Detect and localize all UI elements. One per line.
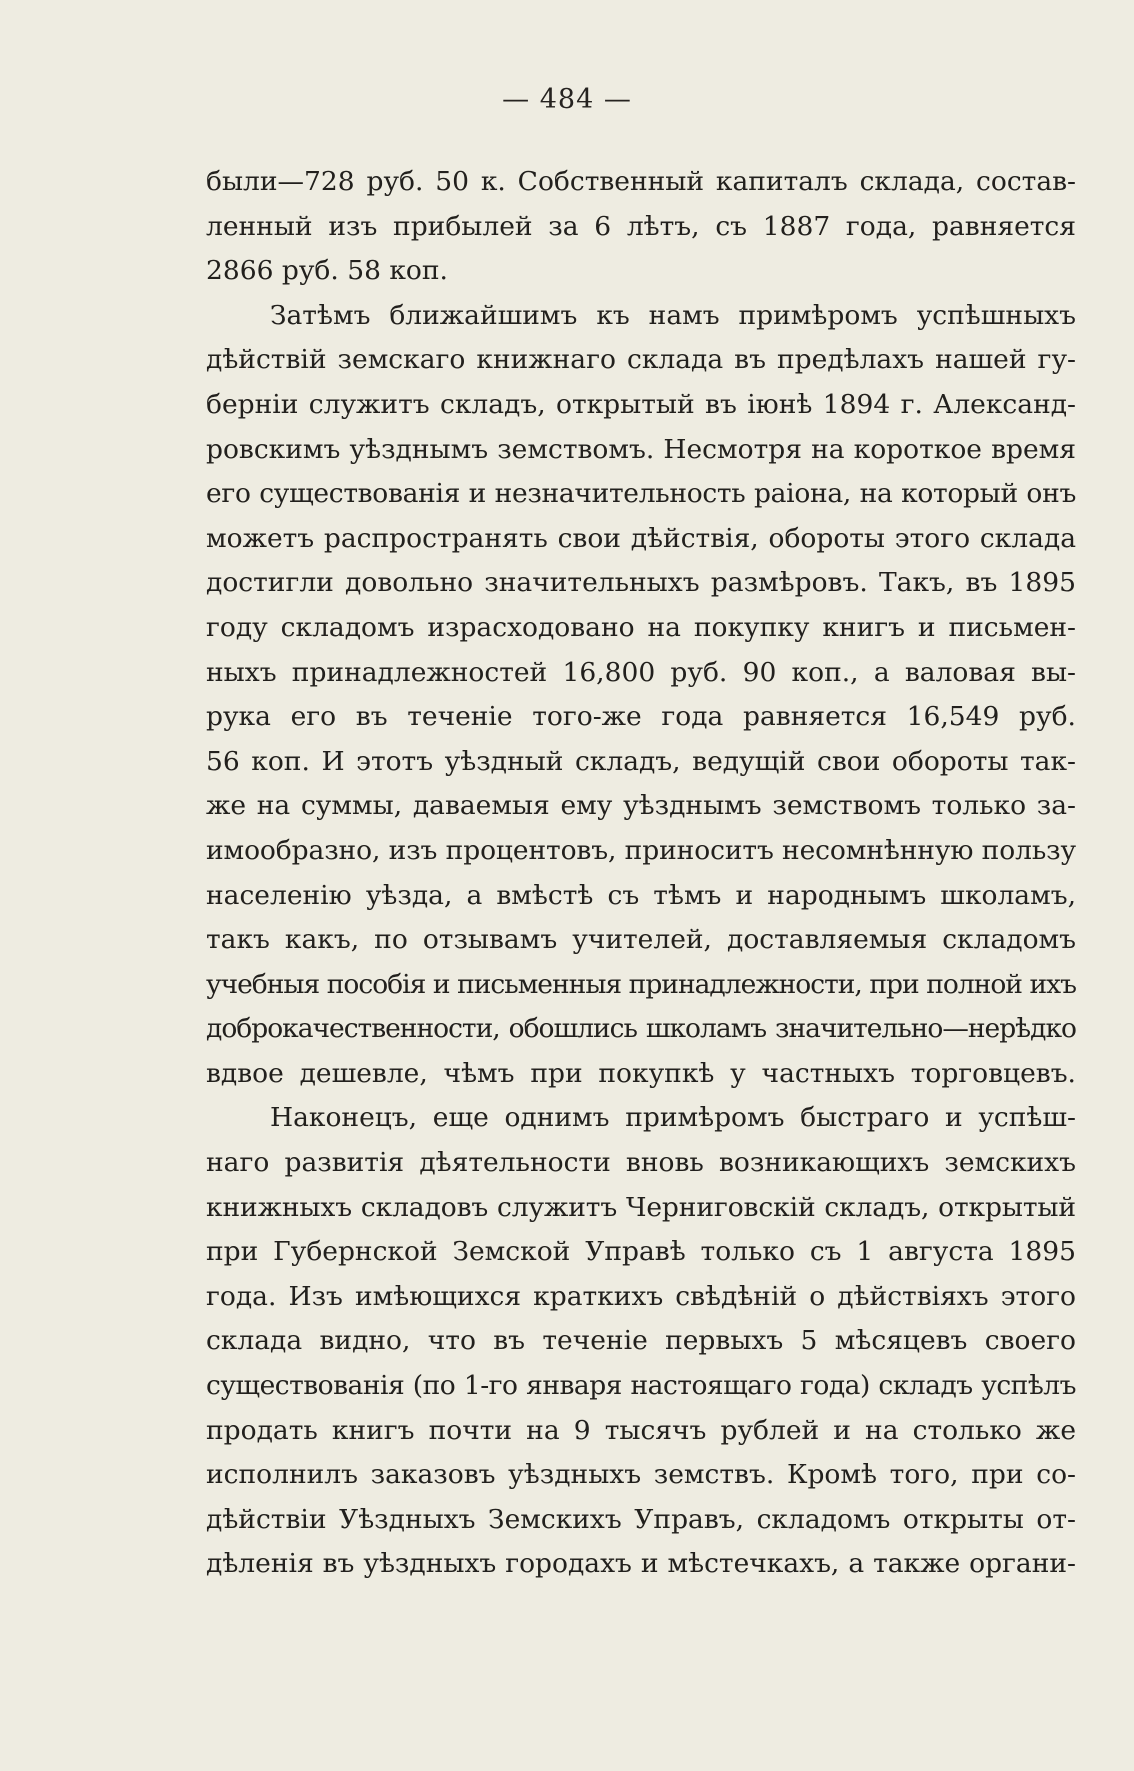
text-line: рука его въ теченіе того-же года равняется 16,549 руб. bbox=[206, 701, 1076, 733]
text-line: ленный изъ прибылей за 6 лѣтъ, съ 1887 года, равняется bbox=[206, 210, 1076, 242]
text-line: продать книгъ почти на 9 тысячъ рублей и на столько же bbox=[206, 1414, 1076, 1446]
text-line: дѣйствій земскаго книжнаго склада въ предѣлахъ нашей гу- bbox=[206, 344, 1076, 376]
text-line: исполнилъ заказовъ уѣздныхъ земствъ. Кромѣ того, при со- bbox=[206, 1459, 1076, 1491]
text-line: 56 коп. И этотъ уѣздный складъ, ведущій свои обороты так- bbox=[206, 745, 1076, 777]
text-line: можетъ распространять свои дѣйствія, обороты этого склада bbox=[206, 522, 1076, 554]
text-line: доброкачественности, обошлись школамъ значительно—нерѣдко bbox=[206, 1013, 1076, 1045]
text-line: при Губернской Земской Управѣ только съ 1 августа 1895 bbox=[206, 1236, 1076, 1268]
text-line: ныхъ принадлежностей 16,800 руб. 90 коп., а валовая вы- bbox=[206, 656, 1076, 688]
text-line: берніи служитъ складъ, открытый въ іюнѣ 1894 г. Александ- bbox=[206, 388, 1076, 420]
text-line: населенію уѣзда, а вмѣстѣ съ тѣмъ и народнымъ школамъ, bbox=[206, 879, 1076, 911]
text-line: такъ какъ, по отзывамъ учителей, доставляемыя складомъ bbox=[206, 924, 1076, 956]
text-line: года. Изъ имѣющихся краткихъ свѣдѣній о дѣйствіяхъ этого bbox=[206, 1280, 1076, 1312]
text-line: склада видно, что въ теченіе первыхъ 5 мѣсяцевъ своего bbox=[206, 1325, 1076, 1357]
text-line: Наконецъ, еще однимъ примѣромъ быстраго и успѣш- bbox=[270, 1102, 1076, 1134]
text-line: книжныхъ складовъ служитъ Черниговскій складъ, открытый bbox=[206, 1191, 1076, 1223]
text-line: вдвое дешевле, чѣмъ при покупкѣ у частныхъ торговцевъ. bbox=[206, 1057, 1076, 1089]
text-line: достигли довольно значительныхъ размѣровъ. Такъ, въ 1895 bbox=[206, 567, 1076, 599]
text-line: ровскимъ уѣзднымъ земствомъ. Несмотря на короткое время bbox=[206, 433, 1076, 465]
text-line: дѣленія въ уѣздныхъ городахъ и мѣстечкахъ, а также органи- bbox=[206, 1548, 1076, 1580]
page-number: — 484 — bbox=[502, 84, 632, 115]
text-line: его существованія и незначительность раіона, на который онъ bbox=[206, 478, 1076, 510]
text-line: году складомъ израсходовано на покупку книгъ и письмен- bbox=[206, 611, 1076, 643]
text-line: существованія (по 1-го января настоящаго года) складъ успѣлъ bbox=[206, 1370, 1076, 1402]
text-line: же на суммы, даваемыя ему уѣзднымъ земствомъ только за- bbox=[206, 790, 1076, 822]
text-line: имообразно, изъ процентовъ, приноситъ несомнѣнную пользу bbox=[206, 834, 1076, 866]
text-body bbox=[206, 160, 1076, 1587]
text-line: дѣйствіи Уѣздныхъ Земскихъ Управъ, складомъ открыты от- bbox=[206, 1503, 1076, 1535]
text-line: наго развитія дѣятельности вновь возникающихъ земскихъ bbox=[206, 1147, 1076, 1179]
text-line: были—728 руб. 50 к. Собственный капиталъ склада, состав- bbox=[206, 166, 1076, 197]
text-line: 2866 руб. 58 коп. bbox=[206, 255, 448, 287]
text-line: учебныя пособія и письменныя принадлежности, при полной ихъ bbox=[206, 968, 1076, 1000]
text-line: Затѣмъ ближайшимъ къ намъ примѣромъ успѣшныхъ bbox=[270, 299, 1076, 331]
